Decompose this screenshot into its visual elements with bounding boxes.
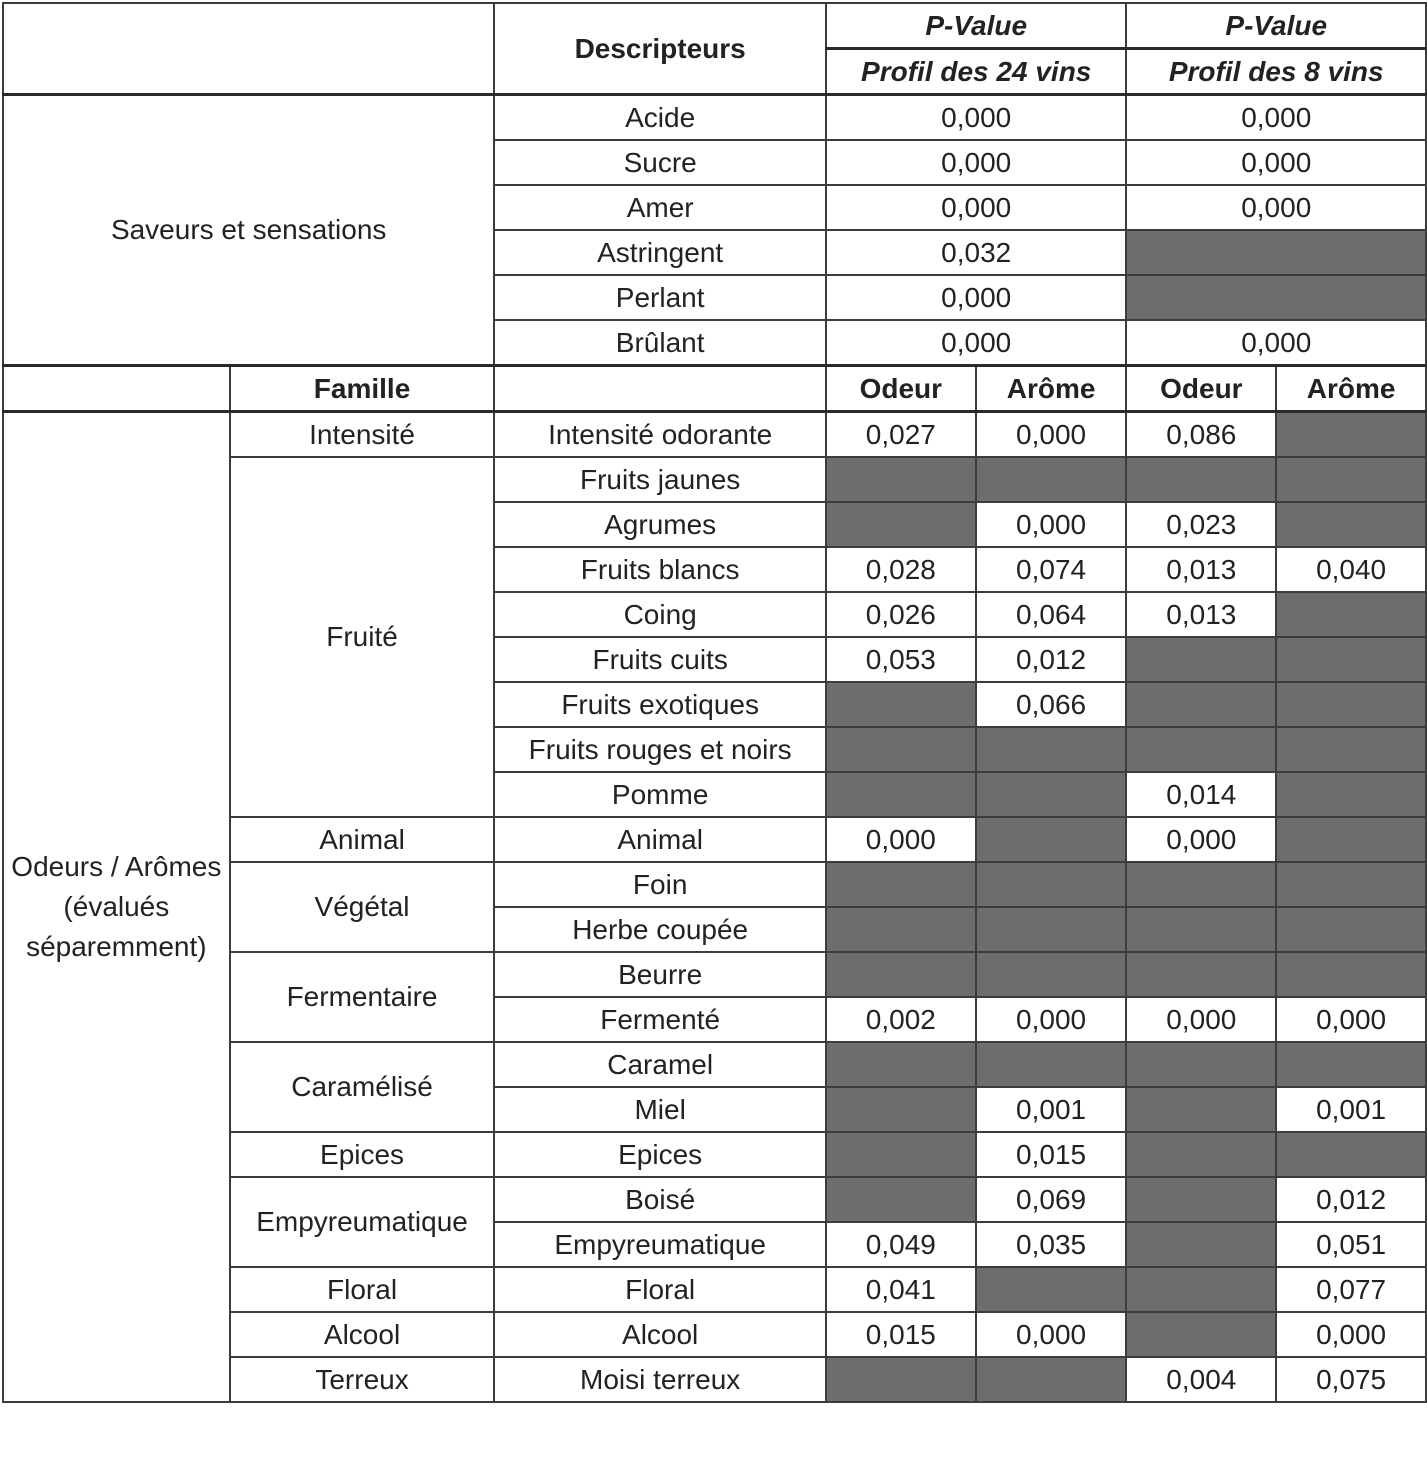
- odeur-8-cell-empty: [1126, 1267, 1276, 1312]
- arome-8-cell: 0,012: [1276, 1177, 1426, 1222]
- arome-24-cell-empty: [976, 907, 1127, 952]
- pvalue-8-cell: 0,000: [1126, 320, 1426, 366]
- odeur-24-cell: 0,027: [826, 412, 976, 458]
- odeur-24-cell-empty: [826, 1357, 976, 1402]
- arome-24-cell: 0,035: [976, 1222, 1127, 1267]
- arome-24-cell: 0,000: [976, 997, 1127, 1042]
- descripteur-cell: Miel: [494, 1087, 826, 1132]
- famille-cell: Fruité: [230, 457, 495, 817]
- table-row: [3, 412, 1426, 458]
- famille-cell: Empyreumatique: [230, 1177, 495, 1267]
- arome-24-cell: 0,015: [976, 1132, 1127, 1177]
- descripteur-cell: Fruits exotiques: [494, 682, 826, 727]
- arome-24-cell-empty: [976, 1042, 1127, 1087]
- arome-8-cell: 0,051: [1276, 1222, 1426, 1267]
- odeur-24-cell: 0,028: [826, 547, 976, 592]
- odeur-8-cell-empty: [1126, 1177, 1276, 1222]
- descripteur-cell: Epices: [494, 1132, 826, 1177]
- descripteur-cell: Animal: [494, 817, 826, 862]
- descripteur-cell: Foin: [494, 862, 826, 907]
- descripteur-cell: Fruits blancs: [494, 547, 826, 592]
- odeur-8-cell-empty: [1126, 952, 1276, 997]
- odeur-8-cell-empty: [1126, 862, 1276, 907]
- blank-header-cell: [494, 366, 826, 412]
- descripteur-cell: Fruits jaunes: [494, 457, 826, 502]
- descripteur-cell: Floral: [494, 1267, 826, 1312]
- descripteur-cell: Brûlant: [494, 320, 826, 366]
- odeur-24-cell: 0,000: [826, 817, 976, 862]
- arome-8-cell: 0,001: [1276, 1087, 1426, 1132]
- odeur-24-cell: 0,049: [826, 1222, 976, 1267]
- arome-24-cell: 0,066: [976, 682, 1127, 727]
- pvalue-24-cell: 0,032: [826, 230, 1127, 275]
- arome-8-cell-empty: [1276, 772, 1426, 817]
- pvalue-24-cell: 0,000: [826, 275, 1127, 320]
- arome-24-cell: 0,012: [976, 637, 1127, 682]
- famille-cell: Fermentaire: [230, 952, 495, 1042]
- famille-cell: Epices: [230, 1132, 495, 1177]
- pvalue-24-cell: 0,000: [826, 95, 1127, 141]
- arome-8-cell-empty: [1276, 862, 1426, 907]
- descripteur-cell: Beurre: [494, 952, 826, 997]
- famille-cell: Terreux: [230, 1357, 495, 1402]
- pvalue-24-cell: 0,000: [826, 320, 1127, 366]
- odeur-24-cell-empty: [826, 1132, 976, 1177]
- arome-24-cell-empty: [976, 727, 1127, 772]
- odeur-8-cell-empty: [1126, 637, 1276, 682]
- arome-24-cell-empty: [976, 952, 1127, 997]
- odeur-24-cell-empty: [826, 907, 976, 952]
- descripteurs-header: Descripteurs: [494, 3, 826, 95]
- odeur-24-cell-empty: [826, 457, 976, 502]
- arome-8-header: Arôme: [1276, 366, 1426, 412]
- descripteur-cell: Caramel: [494, 1042, 826, 1087]
- famille-cell: Animal: [230, 817, 495, 862]
- odeur-8-cell: 0,013: [1126, 547, 1276, 592]
- pvalue-8-cell-empty: [1126, 275, 1426, 320]
- arome-8-cell: 0,040: [1276, 547, 1426, 592]
- odeur-8-cell-empty: [1126, 682, 1276, 727]
- descripteur-cell: Coing: [494, 592, 826, 637]
- descripteur-cell: Agrumes: [494, 502, 826, 547]
- odeur-24-cell-empty: [826, 502, 976, 547]
- odeur-8-cell-empty: [1126, 1222, 1276, 1267]
- arome-24-cell: 0,001: [976, 1087, 1127, 1132]
- pvalue-24-cell: 0,000: [826, 140, 1127, 185]
- famille-header-row: [3, 366, 1426, 412]
- odeur-24-cell-empty: [826, 1177, 976, 1222]
- pvalue-table: [2, 2, 1427, 1403]
- arome-8-cell-empty: [1276, 1042, 1426, 1087]
- arome-8-cell-empty: [1276, 817, 1426, 862]
- odeur-24-cell-empty: [826, 1042, 976, 1087]
- arome-24-cell: 0,000: [976, 502, 1127, 547]
- arome-24-cell: 0,069: [976, 1177, 1127, 1222]
- pvalue-24-header: P-Value: [826, 3, 1127, 49]
- descripteur-cell: Fruits rouges et noirs: [494, 727, 826, 772]
- saveurs-group-label: Saveurs et sensations: [3, 95, 494, 366]
- arome-24-cell-empty: [976, 862, 1127, 907]
- arome-8-cell-empty: [1276, 1132, 1426, 1177]
- arome-8-cell-empty: [1276, 907, 1426, 952]
- arome-8-cell: 0,000: [1276, 997, 1426, 1042]
- odeur-24-cell-empty: [826, 727, 976, 772]
- odeur-24-cell-empty: [826, 862, 976, 907]
- odeur-8-cell: 0,004: [1126, 1357, 1276, 1402]
- odeur-24-cell: 0,026: [826, 592, 976, 637]
- pvalue-24-cell: 0,000: [826, 185, 1127, 230]
- famille-cell: Caramélisé: [230, 1042, 495, 1132]
- profil-8-header: Profil des 8 vins: [1126, 49, 1426, 95]
- odeur-8-cell: 0,000: [1126, 997, 1276, 1042]
- descripteur-cell: Astringent: [494, 230, 826, 275]
- arome-8-cell: 0,075: [1276, 1357, 1426, 1402]
- arome-24-cell-empty: [976, 457, 1127, 502]
- odeur-8-cell: 0,014: [1126, 772, 1276, 817]
- odeur-8-cell: 0,086: [1126, 412, 1276, 458]
- blank-header-cell: [3, 3, 494, 95]
- odeur-24-cell-empty: [826, 682, 976, 727]
- descripteur-cell: Acide: [494, 95, 826, 141]
- odeur-24-cell-empty: [826, 772, 976, 817]
- descripteur-cell: Fruits cuits: [494, 637, 826, 682]
- arome-8-cell: 0,077: [1276, 1267, 1426, 1312]
- odeur-8-cell: 0,000: [1126, 817, 1276, 862]
- arome-24-cell: 0,064: [976, 592, 1127, 637]
- arome-8-cell-empty: [1276, 952, 1426, 997]
- famille-cell: Végétal: [230, 862, 495, 952]
- odeur-8-cell-empty: [1126, 727, 1276, 772]
- pvalue-8-cell-empty: [1126, 230, 1426, 275]
- famille-header: Famille: [230, 366, 495, 412]
- odeur-24-cell-empty: [826, 952, 976, 997]
- odeur-8-cell: 0,023: [1126, 502, 1276, 547]
- arome-24-cell-empty: [976, 1357, 1127, 1402]
- table-row: [3, 95, 1426, 141]
- odeur-8-cell-empty: [1126, 907, 1276, 952]
- arome-8-cell-empty: [1276, 502, 1426, 547]
- descripteur-cell: Herbe coupée: [494, 907, 826, 952]
- pvalue-8-header: P-Value: [1126, 3, 1426, 49]
- odeur-8-cell-empty: [1126, 457, 1276, 502]
- odeur-8-cell-empty: [1126, 1042, 1276, 1087]
- odeur-24-cell: 0,002: [826, 997, 976, 1042]
- arome-24-cell: 0,074: [976, 547, 1127, 592]
- famille-cell: Intensité: [230, 412, 495, 458]
- pvalue-8-cell: 0,000: [1126, 95, 1426, 141]
- odeurs-group-label: Odeurs / Arômes (évalués séparemment): [3, 412, 230, 1403]
- odeur-8-header: Odeur: [1126, 366, 1276, 412]
- descripteur-cell: Moisi terreux: [494, 1357, 826, 1402]
- descripteur-cell: Amer: [494, 185, 826, 230]
- odeur-24-cell: 0,015: [826, 1312, 976, 1357]
- arome-24-cell-empty: [976, 772, 1127, 817]
- arome-24-cell: 0,000: [976, 412, 1127, 458]
- famille-cell: Alcool: [230, 1312, 495, 1357]
- arome-24-header: Arôme: [976, 366, 1127, 412]
- arome-8-cell-empty: [1276, 727, 1426, 772]
- descripteur-cell: Intensité odorante: [494, 412, 826, 458]
- odeur-8-cell-empty: [1126, 1132, 1276, 1177]
- arome-24-cell: 0,000: [976, 1312, 1127, 1357]
- arome-8-cell-empty: [1276, 592, 1426, 637]
- arome-24-cell-empty: [976, 1267, 1127, 1312]
- descripteur-cell: Pomme: [494, 772, 826, 817]
- pvalue-8-cell: 0,000: [1126, 185, 1426, 230]
- arome-8-cell-empty: [1276, 457, 1426, 502]
- arome-8-cell-empty: [1276, 412, 1426, 458]
- famille-cell: Floral: [230, 1267, 495, 1312]
- descripteur-cell: Perlant: [494, 275, 826, 320]
- profil-24-header: Profil des 24 vins: [826, 49, 1127, 95]
- descripteur-cell: Sucre: [494, 140, 826, 185]
- descripteur-cell: Boisé: [494, 1177, 826, 1222]
- descripteur-cell: Empyreumatique: [494, 1222, 826, 1267]
- odeur-8-cell: 0,013: [1126, 592, 1276, 637]
- descripteur-cell: Alcool: [494, 1312, 826, 1357]
- odeur-8-cell-empty: [1126, 1087, 1276, 1132]
- odeur-24-cell-empty: [826, 1087, 976, 1132]
- arome-8-cell-empty: [1276, 637, 1426, 682]
- arome-8-cell: 0,000: [1276, 1312, 1426, 1357]
- blank-header-cell: [3, 366, 230, 412]
- pvalue-8-cell: 0,000: [1126, 140, 1426, 185]
- odeur-24-header: Odeur: [826, 366, 976, 412]
- odeur-8-cell-empty: [1126, 1312, 1276, 1357]
- arome-24-cell-empty: [976, 817, 1127, 862]
- descripteur-cell: Fermenté: [494, 997, 826, 1042]
- odeur-24-cell: 0,053: [826, 637, 976, 682]
- arome-8-cell-empty: [1276, 682, 1426, 727]
- odeur-24-cell: 0,041: [826, 1267, 976, 1312]
